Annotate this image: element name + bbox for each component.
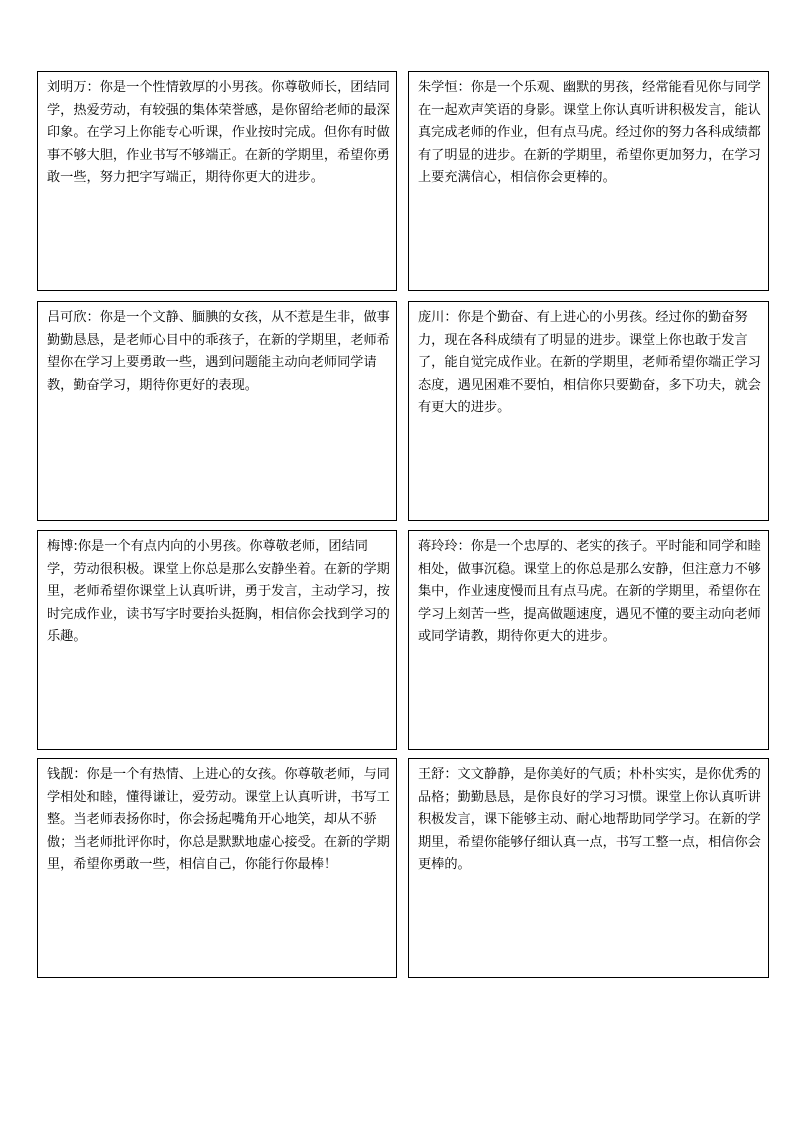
comment-text: 王舒：文文静静，是你美好的气质；朴朴实实，是你优秀的品格；勤勤恳恳，是你良好的学习习惯。课堂上你认真听讲积极发言，课下能够主动、耐心地帮助同学学习。在新的学期里，希望你能够仔细认真一点，书写工整一点，相信你会更棒的。 [418,767,761,873]
comment-text: 庞川：你是个勤奋、有上进心的小男孩。经过你的勤奋努力，现在各科成绩有了明显的进步。课堂上你也敢于发言了，能自觉完成作业。在新的学期里，老师希望你端正学习态度，遇见困难不要怕，相信你只要勤奋，多下功夫，就会有更大的进步。 [418,310,761,416]
comment-text: 蒋玲玲：你是一个忠厚的、老实的孩子。平时能和同学和睦相处，做事沉稳。课堂上的你总是那么安静，但注意力不够集中，作业速度慢而且有点马虎。在新的学期里，希望你在学习上刻苦一些，提高做题速度，遇见不懂的要主动向老师或同学请教，期待你更大的进步。 [418,539,761,645]
comment-text: 钱靓：你是一个有热情、上进心的女孩。你尊敬老师，与同学相处和睦，懂得谦让，爱劳动。课堂上认真听讲，书写工整。当老师表扬你时，你会扬起嘴角开心地笑，却从不骄傲；当老师批评你时，你总是默默地虚心接受。在新的学期里，希望你勇敢一些，相信自己，你能行你最棒！ [47,767,390,873]
comment-text: 朱学恒：你是一个乐观、幽默的男孩，经常能看见你与同学在一起欢声笑语的身影。课堂上你认真听讲积极发言，能认真完成老师的作业，但有点马虎。经过你的努力各科成绩都有了明显的进步。在新的学期里，希望你更加努力，在学习上要充满信心，相信你会更棒的。 [418,80,761,186]
comment-card-jiang-lingling [408,530,769,750]
comment-card-wang-shu [408,758,769,978]
comment-card-pang-chuan [408,301,769,521]
comment-card-qian-jing [37,758,397,978]
comment-card-lv-kexin [37,301,397,521]
comment-card-zhu-xueheng [408,71,769,291]
comment-text: 刘明万：你是一个性情敦厚的小男孩。你尊敬师长，团结同学，热爱劳动，有较强的集体荣誉感，是你留给老师的最深印象。在学习上你能专心听课，作业按时完成。但你有时做事不够大胆，作业书写不够端正。在新的学期里，希望你勇敢一些，努力把字写端正，期待你更大的进步。 [47,80,390,186]
comment-text: 吕可欣：你是一个文静、腼腆的女孩，从不惹是生非，做事勤勤恳恳，是老师心目中的乖孩子，在新的学期里，老师希望你在学习上要勇敢一些，遇到问题能主动向老师同学请教，勤奋学习，期待你更好的表现。 [47,310,390,393]
comment-text: 梅博:你是一个有点内向的小男孩。你尊敬老师，团结同学，劳动很积极。课堂上你总是那么安静坐着。在新的学期里，老师希望你课堂上认真听讲，勇于发言，主动学习，按时完成作业，读书写字时要抬头挺胸，相信你会找到学习的乐趣。 [47,539,390,645]
comment-card-liu-mingwan [37,71,397,291]
comment-card-mei-bo [37,530,397,750]
